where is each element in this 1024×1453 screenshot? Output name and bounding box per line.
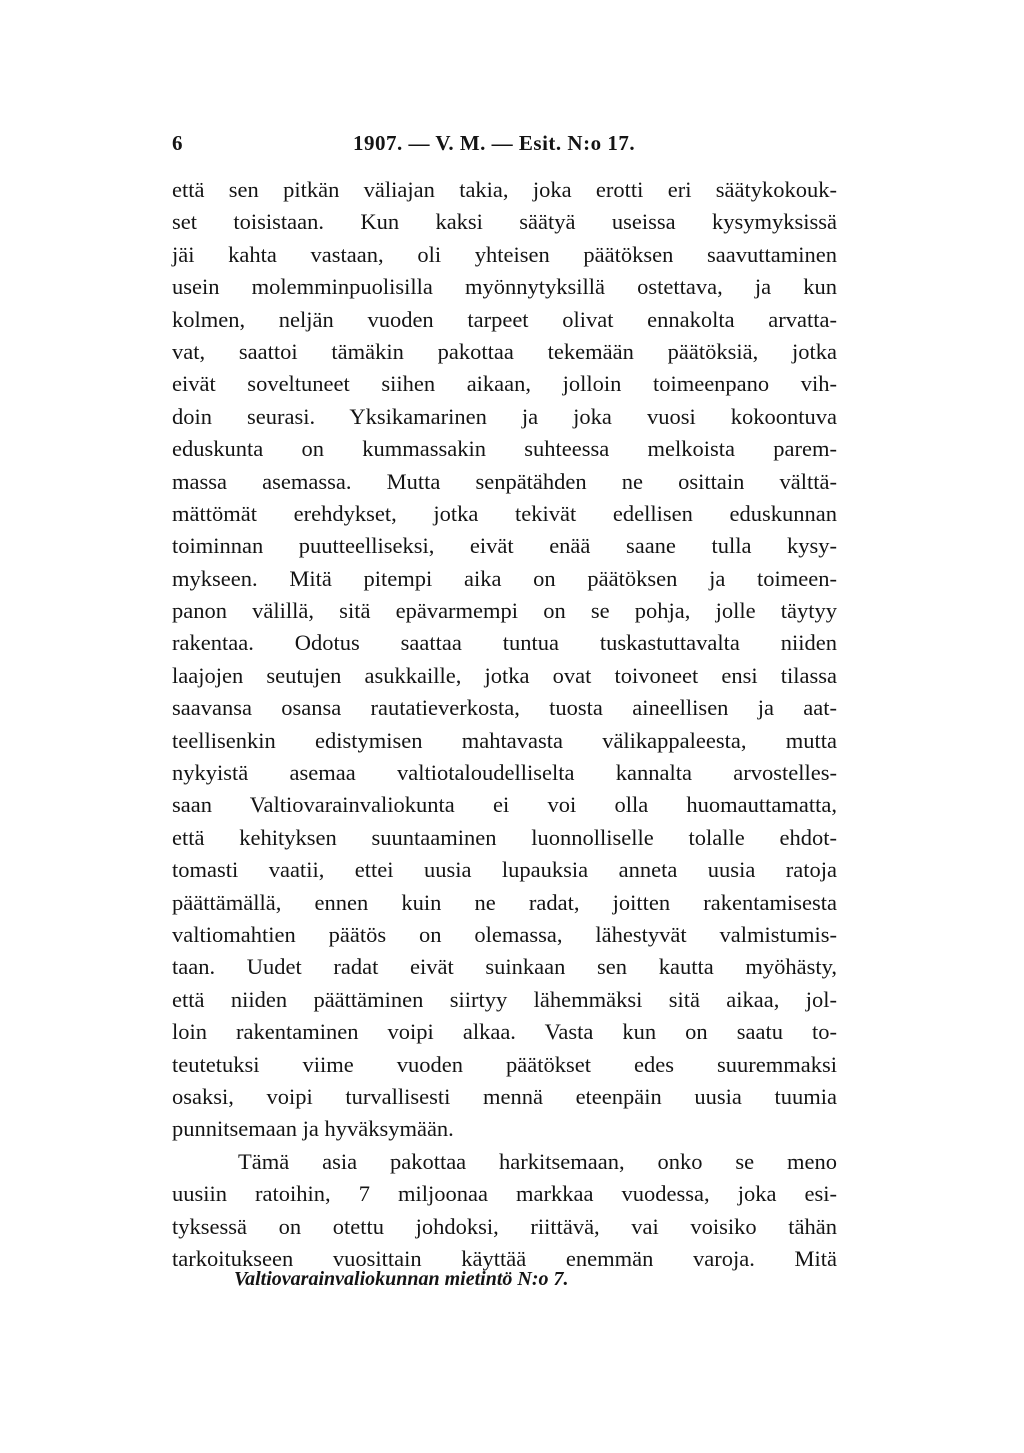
text-line: usein molemminpuolisilla myönnytyksillä ostettava, ja kun [172, 274, 837, 300]
text-line: valtiomahtien päätös on olemassa, lähestyvät valmistumis- [172, 921, 837, 947]
footer-signature: Valtiovarainvaliokunnan mietintö N:o 7. [234, 1268, 569, 1290]
text-line: loin rakentaminen voipi alkaa. Vasta kun on saatu to- [172, 1019, 837, 1045]
text-line: taan. Uudet radat eivät suinkaan sen kautta myöhästy, [172, 954, 837, 980]
text-line: Tämä asia pakottaa harkitsemaan, onko se meno [238, 1148, 837, 1174]
text-line: saan Valtiovarainvaliokunta ei voi olla huomauttamatta, [172, 792, 837, 818]
text-line: että niiden päättäminen siirtyy lähemmäksi sitä aikaa, jol- [172, 986, 837, 1012]
text-line: vat, saattoi tämäkin pakottaa tekemään päätöksiä, jotka [172, 338, 837, 364]
text-line: mättömät erehdykset, jotka tekivät edellisen eduskunnan [172, 500, 837, 526]
text-line: eduskunta on kummassakin suhteessa melkoista parem- [172, 436, 837, 462]
text-line: nykyistä asemaa valtiotaloudelliselta kannalta arvostelles- [172, 760, 837, 786]
text-line: tyksessä on otettu johdoksi, riittävä, vai voisiko tähän [172, 1213, 837, 1239]
text-line: saavansa osansa rautatieverkosta, tuosta aineellisen ja aat- [172, 695, 837, 721]
text-line: että kehityksen suuntaaminen luonnolliselle tolalle ehdot- [172, 824, 837, 850]
text-line: jäi kahta vastaan, oli yhteisen päätöksen saavuttaminen [172, 241, 837, 267]
text-line: että sen pitkän väliajan takia, joka erotti eri säätykokouk- [172, 177, 837, 202]
text-line: toiminnan puutteelliseksi, eivät enää saane tulla kysy- [172, 533, 837, 559]
text-line: osaksi, voipi turvallisesti mennä eteenpäin uusia tuumia [172, 1083, 837, 1109]
text-line: massa asemassa. Mutta senpätähden ne osittain välttä- [172, 468, 837, 494]
text-line: set toisistaan. Kun kaksi säätyä useissa kysymyksissä [172, 209, 837, 235]
text-line: teutetuksi viime vuoden päätökset edes suuremmaksi [172, 1051, 837, 1077]
paragraph [172, 174, 837, 1146]
text-line: punnitsemaan ja hyväksymään. [172, 1116, 454, 1142]
text-line: mykseen. Mitä pitempi aika on päätöksen ja toimeen- [172, 565, 837, 591]
page-header [172, 128, 837, 158]
text-line: rakentaa. Odotus saattaa tuntua tuskastuttavalta niiden [172, 630, 837, 656]
text-line: päättämällä, ennen kuin ne radat, joitten rakentamisesta [172, 889, 837, 915]
text-line: uusiin ratoihin, 7 miljoonaa markkaa vuodessa, joka esi- [172, 1181, 837, 1207]
page-number: 6 [172, 131, 183, 155]
text-line: eivät soveltuneet siihen aikaan, jolloin toimeenpano vih- [172, 371, 837, 397]
text-line: laajojen seutujen asukkaille, jotka ovat toivoneet ensi tilassa [172, 662, 837, 688]
text-line: teellisenkin edistymisen mahtavasta välikappaleesta, mutta [172, 727, 837, 753]
text-line: panon välillä, sitä epävarmempi on se pohja, jolle täytyy [172, 598, 837, 624]
paragraph [172, 1146, 837, 1276]
text-line: doin seurasi. Yksikamarinen ja joka vuosi kokoontuva [172, 403, 837, 429]
text-line: kolmen, neljän vuoden tarpeet olivat ennakolta arvatta- [172, 306, 837, 332]
text-line: tomasti vaatii, ettei uusia lupauksia anneta uusia ratoja [172, 857, 837, 883]
running-head: 1907. — V. M. — Esit. N:o 17. [353, 131, 636, 155]
body-text [172, 174, 837, 1275]
text-line: tarkoitukseen vuosittain käyttää enemmän varoja. Mitä [172, 1245, 837, 1271]
